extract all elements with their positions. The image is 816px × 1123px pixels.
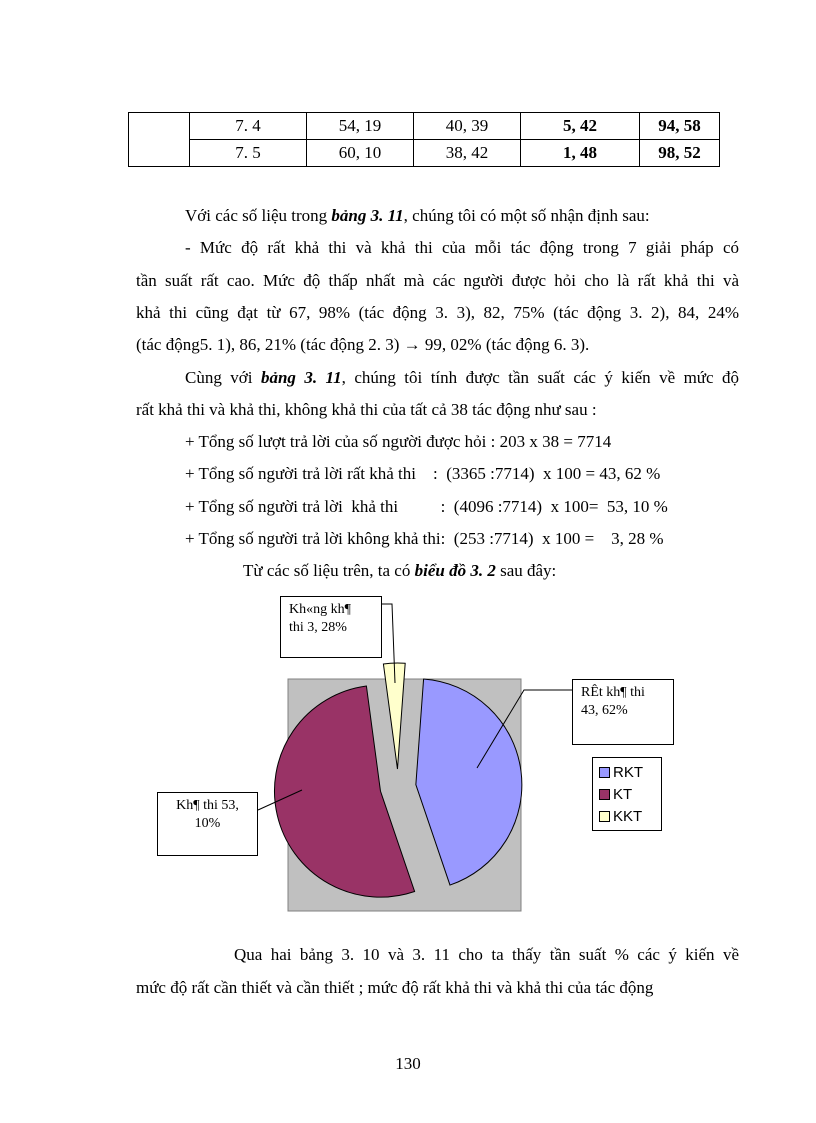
slice-label-kt xyxy=(157,792,258,856)
page-number: 130 xyxy=(395,1054,421,1073)
paragraph-5-line-1: Qua hai bảng 3. 10 và 3. 11 cho ta thấy tần suất % các ý kiến về xyxy=(234,945,739,964)
stat-line-2: + Tổng số người trả lời rất khả thi : (3365 :7714) x 100 = 43, 62 % xyxy=(185,464,661,483)
label-text: 43, 62% xyxy=(581,703,628,718)
stat-line-1: + Tổng số lượt trả lời của số người được hỏi : 203 x 38 = 7714 xyxy=(185,432,612,451)
paragraph-3-line-2: rất khả thi và khả thi, không khả thi của tất cả 38 tác động như sau : xyxy=(136,400,597,419)
stat-line-4: + Tổng số người trả lời không khả thi: (253 :7714) x 100 = 3, 28 % xyxy=(185,529,664,548)
table-cell: 94, 58 xyxy=(640,113,720,140)
slice-label-kkt xyxy=(280,596,382,658)
legend-item-kkt xyxy=(599,805,661,827)
table-cell: 7. 4 xyxy=(190,113,307,140)
table-cell: 40, 39 xyxy=(414,113,521,140)
label-text: 10% xyxy=(194,816,221,831)
table-reference: bảng 3. 11 xyxy=(331,206,404,225)
label-text: Kh«ng kh¶ xyxy=(289,602,351,617)
text-run: Cùng với xyxy=(185,368,261,387)
table-cell: 7. 5 xyxy=(190,140,307,167)
paragraph-2-line-1: - Mức độ rất khả thi và khả thi của mỗi tác động trong 7 giải pháp có xyxy=(185,238,739,257)
paragraph-2-line-4: (tác động5. 1), 86, 21% (tác động 2. 3) → 99, 02% (tác động 6. 3). xyxy=(136,335,590,354)
chart-legend xyxy=(592,757,662,831)
text-run: , chúng tôi có một số nhận định sau: xyxy=(403,206,650,225)
label-text: Kh¶ thi 53, xyxy=(176,798,239,813)
text-run: Với các số liệu trong xyxy=(185,206,332,225)
legend-swatch xyxy=(599,789,610,800)
stat-line-3: + Tổng số người trả lời khả thi : (4096 :7714) x 100= 53, 10 % xyxy=(185,497,668,516)
legend-swatch xyxy=(599,811,610,822)
legend-label: KKT xyxy=(613,807,643,825)
legend-swatch xyxy=(599,767,610,778)
legend-item-kt xyxy=(599,783,661,805)
table-cell: 60, 10 xyxy=(307,140,414,167)
legend-label: RKT xyxy=(613,763,643,781)
legend-label: KT xyxy=(613,785,633,803)
chart-reference: biểu đồ 3. 2 xyxy=(414,561,496,580)
slice-label-rkt xyxy=(572,679,674,745)
table-cell: 98, 52 xyxy=(640,140,720,167)
table-cell: 38, 42 xyxy=(414,140,521,167)
table-cell: 54, 19 xyxy=(307,113,414,140)
paragraph-5-line-2: mức độ rất cần thiết và cần thiết ; mức độ rất khả thi và khả thi của tác động xyxy=(136,978,654,997)
paragraph-2-line-2: tần suất rất cao. Mức độ thấp nhất mà các người được hỏi cho là rất khả thi và xyxy=(136,271,739,290)
paragraph-2-line-3: khả thi cũng đạt từ 67, 98% (tác động 3. 3), 82, 75% (tác động 3. 2), 84, 24% xyxy=(136,303,739,322)
table-reference: bảng 3. 11 xyxy=(260,368,342,387)
text-run: , chúng tôi tính được tần suất các ý kiến về mức độ xyxy=(341,368,739,387)
table-cell: 5, 42 xyxy=(521,113,640,140)
text-run: sau đây: xyxy=(495,561,557,580)
text-run: Từ các số liệu trên, ta có xyxy=(243,561,415,580)
legend-item-rkt xyxy=(599,761,661,783)
table-cell: 1, 48 xyxy=(521,140,640,167)
label-text: thi 3, 28% xyxy=(289,620,347,635)
label-text: RÊt kh¶ thi xyxy=(581,685,645,700)
